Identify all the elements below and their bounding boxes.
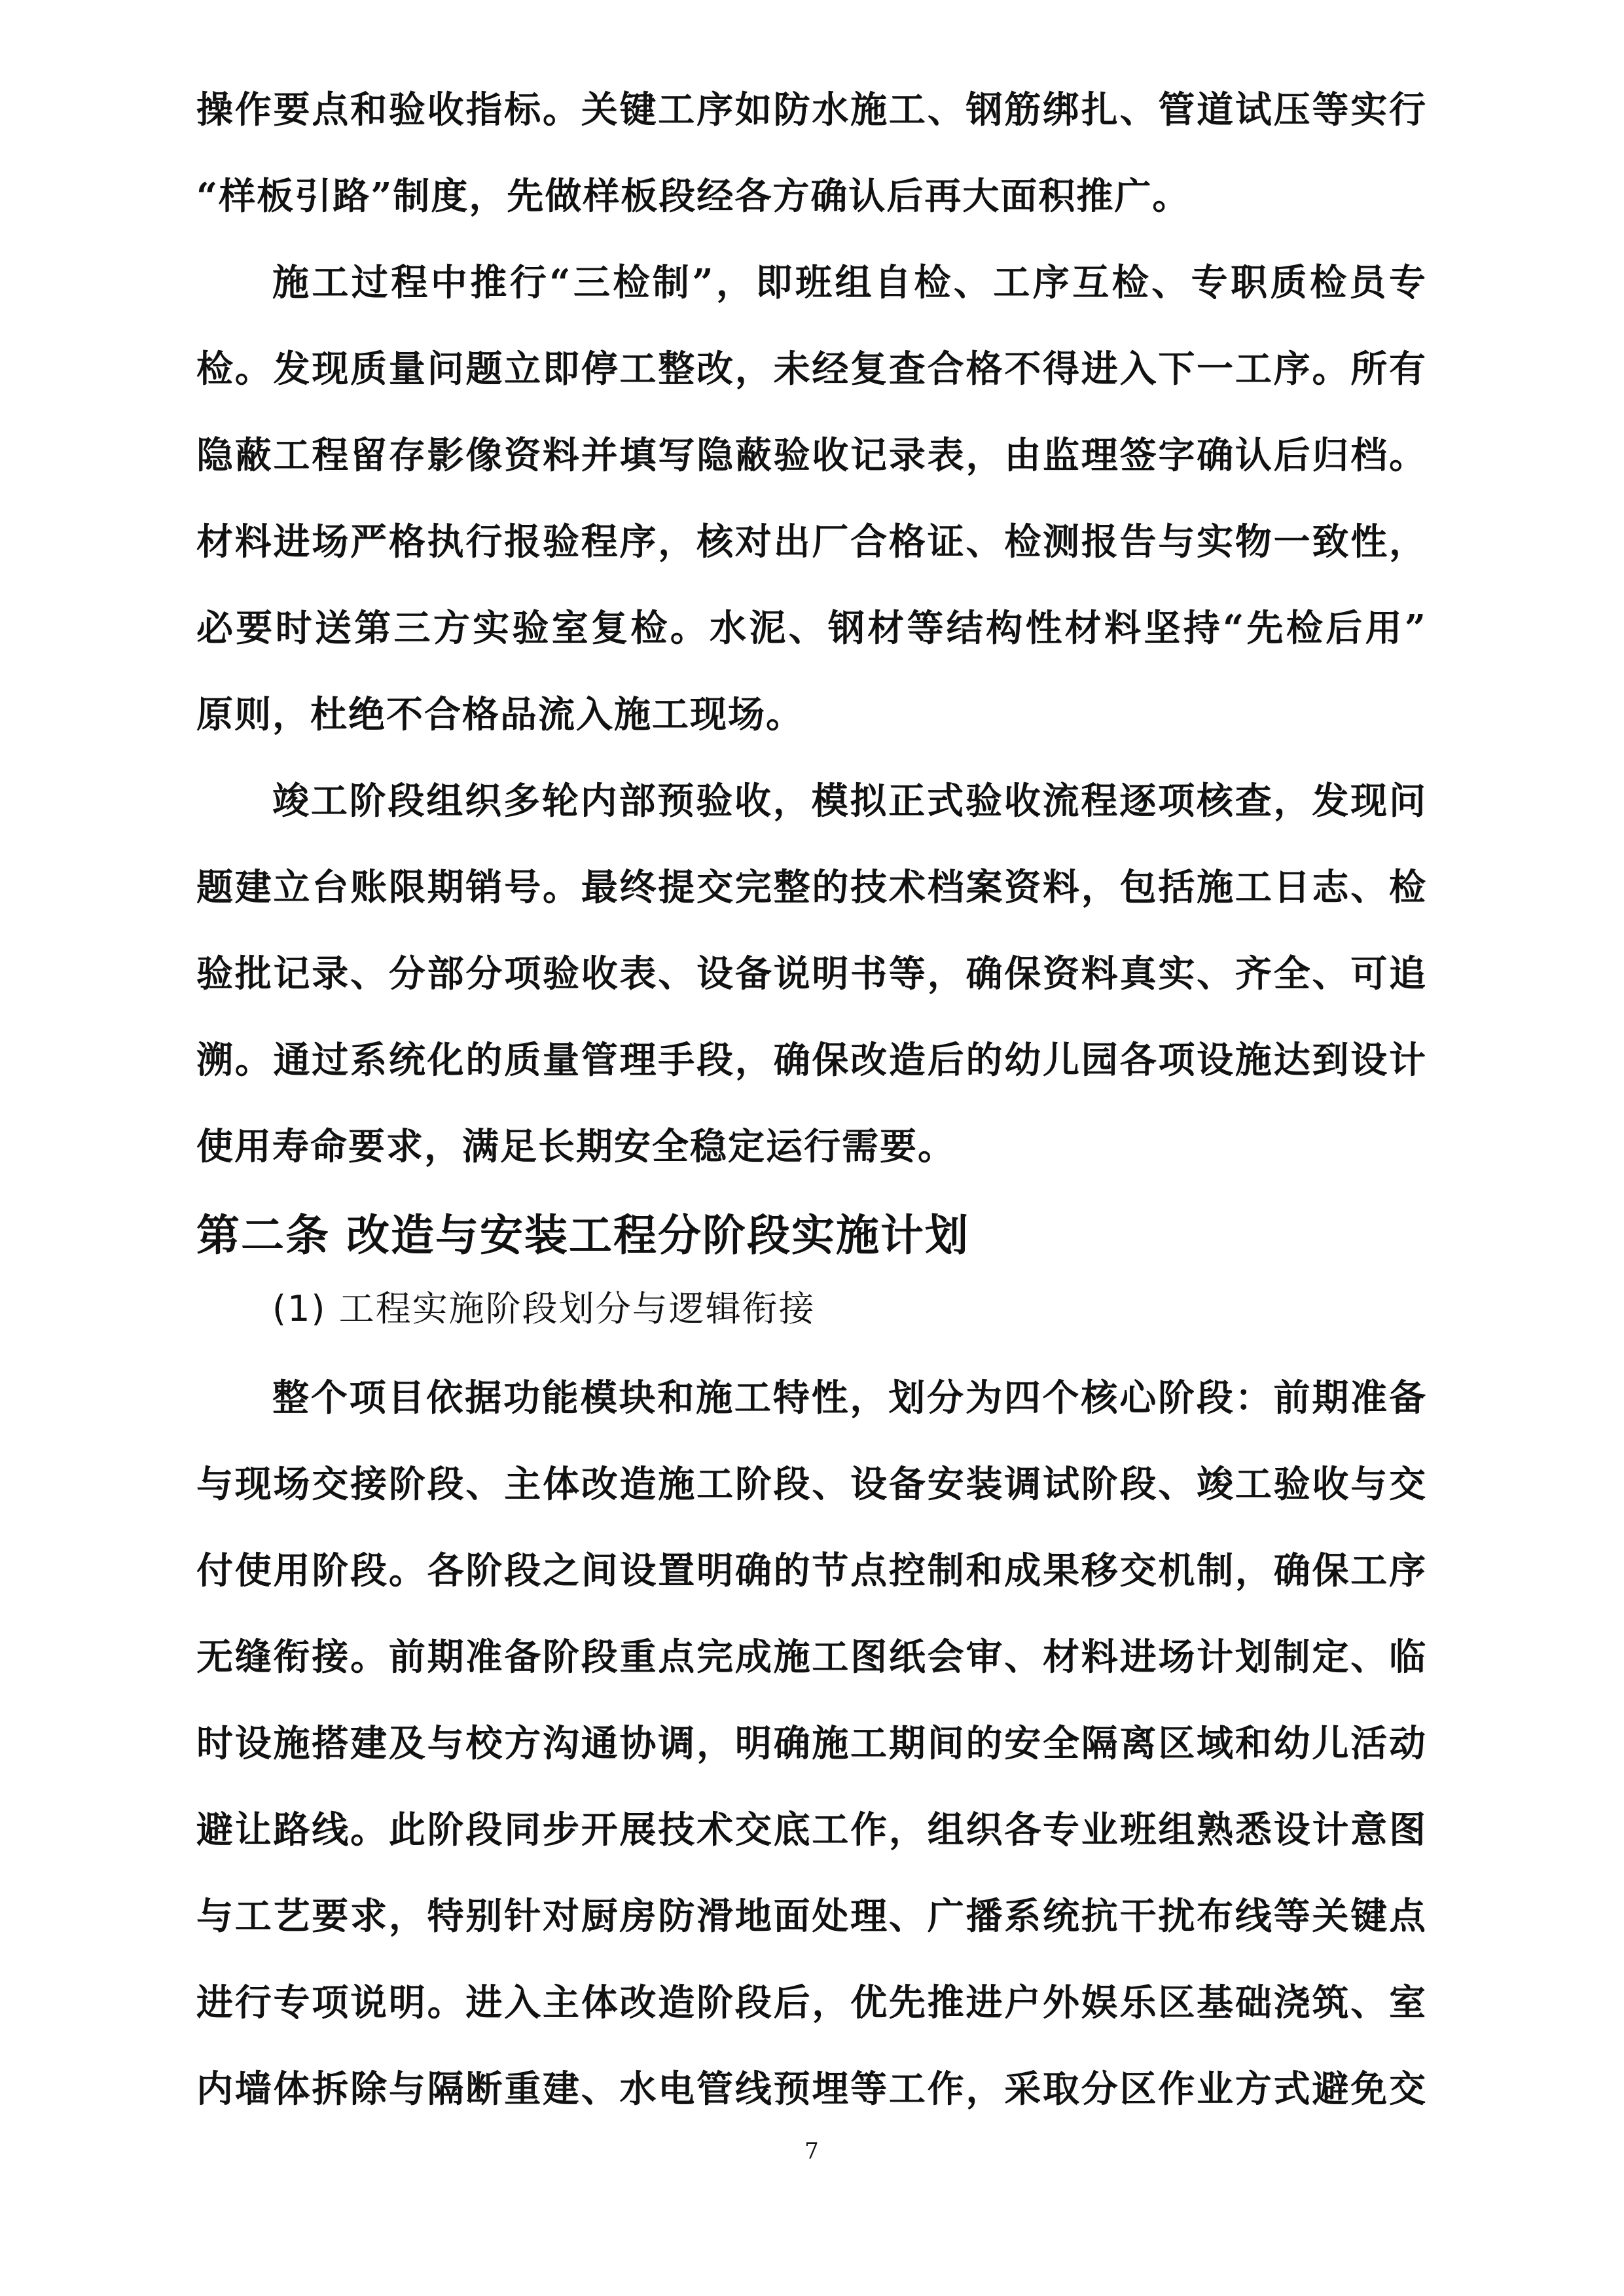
body-text-line: 进行专项说明。进入主体改造阶段后，优先推进户外娱乐区基础浇筑、室 (196, 1981, 1427, 2024)
body-text-line: 必要时送第三方实验室复检。水泥、钢材等结构性材料坚持“先检后用” (196, 607, 1427, 650)
body-text-line: 验批记录、分部分项验收表、设备说明书等，确保资料真实、齐全、可追 (196, 952, 1427, 996)
body-text-line: 与工艺要求，特别针对厨房防滑地面处理、广播系统抗干扰布线等关键点 (196, 1895, 1427, 1938)
body-text-line: 题建立台账限期销号。最终提交完整的技术档案资料，包括施工日志、检 (196, 866, 1427, 909)
body-text-line: 使用寿命要求，满足长期安全稳定运行需要。 (196, 1125, 956, 1168)
body-text-line: 原则，杜绝不合格品流入施工现场。 (196, 693, 804, 736)
body-text-line: 与现场交接阶段、主体改造施工阶段、设备安装调试阶段、竣工验收与交 (196, 1463, 1427, 1506)
body-text-line: 时设施搭建及与校方沟通协调，明确施工期间的安全隔离区域和幼儿活动 (196, 1722, 1427, 1765)
body-text-line: 检。发现质量问题立即停工整改，未经复查合格不得进入下一工序。所有 (196, 348, 1427, 391)
body-text-line: 无缝衔接。前期准备阶段重点完成施工图纸会审、材料进场计划制定、临 (196, 1636, 1427, 1679)
body-text-line: 操作要点和验收指标。关键工序如防水施工、钢筋绑扎、管道试压等实行 (196, 88, 1427, 132)
body-text-line: 施工过程中推行“三检制”，即班组自检、工序互检、专职质检员专 (272, 261, 1427, 304)
body-text-line: 隐蔽工程留存影像资料并填写隐蔽验收记录表，由监理签字确认后归档。 (196, 434, 1427, 477)
body-text-line: 溯。通过系统化的质量管理手段，确保改造后的幼儿园各项设施达到设计 (196, 1039, 1427, 1082)
body-text-line: 材料进场严格执行报验程序，核对出厂合格证、检测报告与实物一致性， (196, 520, 1427, 564)
page-number: 7 (804, 2138, 819, 2164)
section-heading: 第二条 改造与安装工程分阶段实施计划 (196, 1210, 969, 1261)
body-text-line: 付使用阶段。各阶段之间设置明确的节点控制和成果移交机制，确保工序 (196, 1549, 1427, 1592)
subsection-heading: (1) 工程实施阶段划分与逻辑衔接 (272, 1288, 816, 1329)
body-text-line: 竣工阶段组织多轮内部预验收，模拟正式验收流程逐项核查，发现问 (272, 780, 1427, 823)
body-text-line: “样板引路”制度，先做样板段经各方确认后再大面积推广。 (196, 175, 1191, 218)
body-text-line: 整个项目依据功能模块和施工特性，划分为四个核心阶段：前期准备 (272, 1376, 1427, 1420)
body-text-line: 避让路线。此阶段同步开展技术交底工作，组织各专业班组熟悉设计意图 (196, 1808, 1427, 1852)
body-text-line: 内墙体拆除与隔断重建、水电管线预埋等工作，采取分区作业方式避免交 (196, 2068, 1427, 2111)
